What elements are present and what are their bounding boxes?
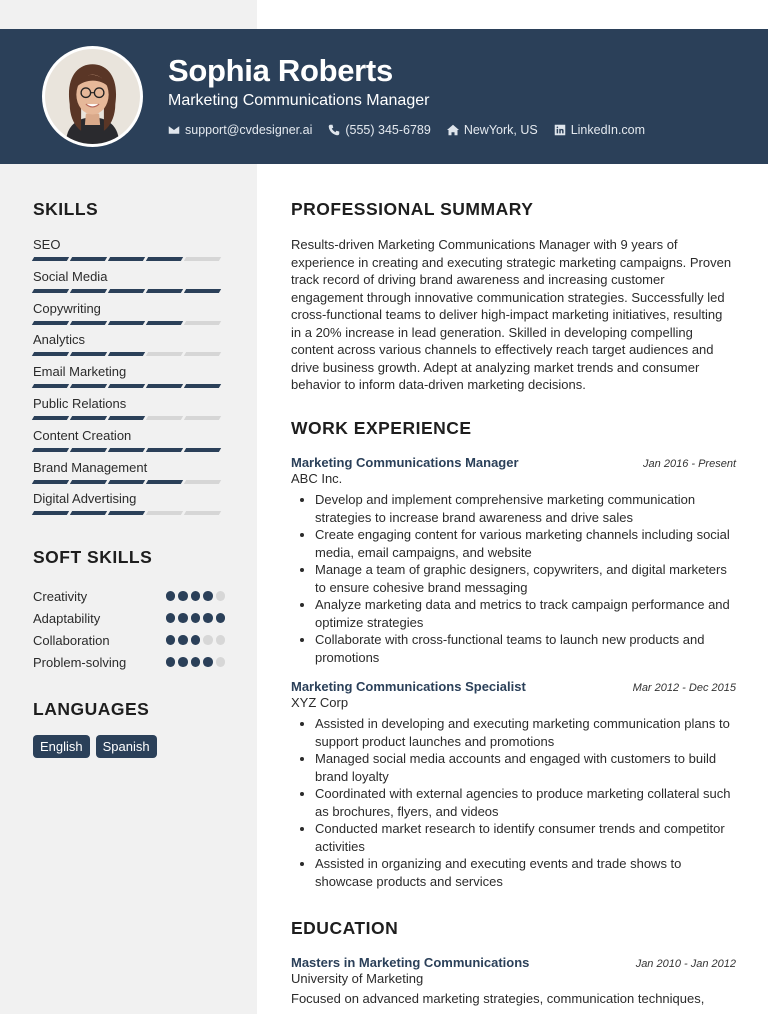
soft-skill-rating bbox=[166, 613, 226, 623]
skill-level-segment bbox=[184, 289, 221, 293]
skill-level-segment bbox=[146, 352, 183, 356]
job-bullet: • Assisted in developing and executing marketing communication plans to support product launches and promotions bbox=[315, 715, 736, 750]
skill-level-segment bbox=[70, 480, 107, 484]
soft-skill-name: Problem-solving bbox=[33, 654, 127, 670]
skill-level-bar bbox=[33, 448, 223, 452]
rating-dot bbox=[166, 657, 176, 667]
job-bullet: • Coordinated with external agencies to produce marketing collateral such as brochures, flyers, and videos bbox=[315, 785, 736, 820]
rating-dot bbox=[191, 657, 201, 667]
skill-level-segment bbox=[32, 448, 69, 452]
education-title: EDUCATION bbox=[291, 918, 399, 938]
skill-level-segment bbox=[146, 480, 183, 484]
contact-bar bbox=[168, 123, 645, 137]
job-entry bbox=[291, 455, 736, 666]
experience-title: WORK EXPERIENCE bbox=[291, 418, 472, 438]
rating-dot bbox=[216, 613, 226, 623]
skill-level-segment bbox=[108, 321, 145, 325]
skill-level-segment bbox=[146, 321, 183, 325]
contact-linkedin[interactable] bbox=[554, 123, 645, 137]
skill-level-segment bbox=[70, 384, 107, 388]
skill-item bbox=[33, 363, 223, 395]
skill-level-segment bbox=[108, 384, 145, 388]
skill-level-bar bbox=[33, 384, 223, 388]
rating-dot bbox=[203, 657, 213, 667]
skill-level-segment bbox=[146, 448, 183, 452]
skill-level-segment bbox=[70, 289, 107, 293]
skill-item bbox=[33, 490, 223, 522]
skill-level-segment bbox=[146, 257, 183, 261]
degree-title: Masters in Marketing Communications bbox=[291, 955, 530, 970]
skills-title: SKILLS bbox=[33, 199, 99, 219]
rating-dot bbox=[166, 591, 176, 601]
skill-level-bar bbox=[33, 511, 223, 515]
skill-level-segment bbox=[70, 352, 107, 356]
profile-photo bbox=[42, 46, 143, 147]
soft-skills-list bbox=[33, 585, 225, 673]
skill-level-segment bbox=[184, 257, 221, 261]
job-company: XYZ Corp bbox=[291, 695, 349, 710]
language-badge: English bbox=[33, 735, 90, 758]
rating-dot bbox=[216, 591, 226, 601]
rating-dot bbox=[216, 635, 226, 645]
skill-level-bar bbox=[33, 257, 223, 261]
skill-level-segment bbox=[108, 480, 145, 484]
rating-dot bbox=[191, 635, 201, 645]
skill-level-segment bbox=[146, 511, 183, 515]
skill-level-bar bbox=[33, 416, 223, 420]
contact-phone-text: (555) 345-6789 bbox=[345, 123, 431, 137]
summary-text: Results-driven Marketing Communications Manager with 9 years of experience in creating and executing strategic marketing campaigns. Proven track record of driving brand awareness and increasing customer engagement through innovative communication strategies. Successfully led cross-functional teams to deliver high-impact marketing initiatives, resulting in a 20% increase in lead generation. Skilled in developing compelling content across various channels to effectively reach target audiences and drive business growth. Adept at analyzing market trends and consumer behavior to inform data-driven marketing decisions. bbox=[291, 237, 732, 392]
school-name: University of Marketing bbox=[291, 971, 424, 986]
skill-level-segment bbox=[184, 384, 221, 388]
skill-level-segment bbox=[70, 416, 107, 420]
soft-skill-name: Adaptability bbox=[33, 610, 101, 626]
skill-name: Public Relations bbox=[33, 395, 127, 411]
skill-level-segment bbox=[108, 352, 145, 356]
rating-dot bbox=[216, 657, 226, 667]
skills-list bbox=[33, 236, 223, 522]
skill-name: Analytics bbox=[33, 332, 86, 348]
soft-skill-rating bbox=[166, 635, 226, 645]
soft-skill-item bbox=[33, 629, 225, 651]
contact-email[interactable] bbox=[168, 123, 312, 137]
rating-dot bbox=[203, 613, 213, 623]
skill-name: Brand Management bbox=[33, 459, 148, 475]
skill-level-segment bbox=[108, 511, 145, 515]
rating-dot bbox=[178, 657, 188, 667]
rating-dot bbox=[191, 613, 201, 623]
skill-level-segment bbox=[146, 289, 183, 293]
skill-level-segment bbox=[32, 480, 69, 484]
languages-title: LANGUAGES bbox=[33, 699, 150, 719]
soft-skill-item bbox=[33, 585, 225, 607]
soft-skill-rating bbox=[166, 591, 226, 601]
contact-phone[interactable] bbox=[328, 123, 430, 137]
contact-location-text: NewYork, US bbox=[463, 123, 538, 137]
summary-title: PROFESSIONAL SUMMARY bbox=[291, 199, 534, 219]
rating-dot bbox=[203, 635, 213, 645]
job-entry bbox=[291, 679, 736, 890]
skill-item bbox=[33, 459, 223, 491]
profile-photo-image bbox=[45, 49, 140, 144]
skill-level-segment bbox=[32, 511, 69, 515]
skill-level-segment bbox=[184, 352, 221, 356]
phone-icon bbox=[328, 124, 340, 136]
skill-level-segment bbox=[108, 448, 145, 452]
skill-level-segment bbox=[70, 448, 107, 452]
skill-level-bar bbox=[33, 321, 223, 325]
rating-dot bbox=[178, 635, 188, 645]
soft-skills-title: SOFT SKILLS bbox=[33, 547, 153, 567]
skill-item bbox=[33, 427, 223, 459]
rating-dot bbox=[166, 613, 176, 623]
skill-level-bar bbox=[33, 480, 223, 484]
skill-level-segment bbox=[32, 321, 69, 325]
skill-level-segment bbox=[146, 384, 183, 388]
soft-skill-item bbox=[33, 607, 225, 629]
skill-name: Social Media bbox=[33, 268, 108, 284]
skill-level-bar bbox=[33, 352, 223, 356]
job-bullet: • Develop and implement comprehensive marketing communication strategies to increase brand awareness and drive sales bbox=[315, 491, 736, 526]
skill-level-segment bbox=[32, 384, 69, 388]
rating-dot bbox=[178, 613, 188, 623]
soft-skill-rating bbox=[166, 657, 226, 667]
rating-dot bbox=[191, 591, 201, 601]
job-bullet: • Manage a team of graphic designers, copywriters, and digital marketers to ensure cohesive brand messaging bbox=[315, 561, 736, 596]
skill-level-segment bbox=[32, 416, 69, 420]
job-date: Jan 2016 - Present bbox=[643, 458, 736, 470]
skill-level-segment bbox=[108, 257, 145, 261]
home-icon bbox=[447, 124, 459, 136]
skill-level-segment bbox=[70, 511, 107, 515]
skill-level-segment bbox=[70, 257, 107, 261]
skill-level-segment bbox=[32, 289, 69, 293]
job-bullets bbox=[291, 715, 736, 890]
candidate-name: Sophia Roberts bbox=[168, 53, 393, 88]
soft-skill-name: Creativity bbox=[33, 588, 88, 604]
skill-level-segment bbox=[184, 448, 221, 452]
skill-level-segment bbox=[146, 416, 183, 420]
skill-level-segment bbox=[184, 480, 221, 484]
skill-item bbox=[33, 331, 223, 363]
skill-item bbox=[33, 395, 223, 427]
skill-level-segment bbox=[70, 321, 107, 325]
job-bullet: • Managed social media accounts and engaged with customers to build brand loyalty bbox=[315, 750, 736, 785]
skill-level-segment bbox=[32, 352, 69, 356]
skill-item bbox=[33, 236, 223, 268]
skill-name: Email Marketing bbox=[33, 364, 127, 380]
education-date: Jan 2010 - Jan 2012 bbox=[635, 958, 736, 970]
skill-level-segment bbox=[108, 289, 145, 293]
job-bullet: • Collaborate with cross-functional teams to launch new products and promotions bbox=[315, 631, 736, 666]
rating-dot bbox=[166, 635, 176, 645]
job-bullets bbox=[291, 491, 736, 666]
skill-item bbox=[33, 268, 223, 300]
skill-item bbox=[33, 300, 223, 332]
job-company: ABC Inc. bbox=[291, 471, 343, 486]
skill-name: SEO bbox=[33, 237, 61, 252]
envelope-icon bbox=[168, 124, 180, 136]
linkedin-icon bbox=[554, 124, 566, 136]
skill-name: Copywriting bbox=[33, 300, 101, 316]
skill-name: Digital Advertising bbox=[33, 491, 137, 507]
job-bullet: • Conducted market research to identify consumer trends and competitor activities bbox=[315, 820, 736, 855]
contact-email-text: support@cvdesigner.ai bbox=[185, 123, 313, 137]
skill-level-segment bbox=[108, 416, 145, 420]
job-bullet: • Assisted in organizing and executing events and trade shows to showcase products and services bbox=[315, 855, 736, 890]
soft-skill-name: Collaboration bbox=[33, 632, 110, 648]
rating-dot bbox=[203, 591, 213, 601]
languages-list bbox=[33, 735, 157, 758]
skill-level-segment bbox=[184, 511, 221, 515]
job-title: Marketing Communications Manager bbox=[291, 455, 519, 470]
skill-level-segment bbox=[184, 321, 221, 325]
skill-level-segment bbox=[184, 416, 221, 420]
skill-level-bar bbox=[33, 289, 223, 293]
education-entry bbox=[291, 955, 736, 1008]
job-bullet: • Create engaging content for various marketing channels including social media, email campaigns, and website bbox=[315, 526, 736, 561]
contact-location bbox=[447, 123, 538, 137]
contact-linkedin-text: LinkedIn.com bbox=[570, 123, 646, 137]
language-badge: Spanish bbox=[96, 735, 157, 758]
skill-level-segment bbox=[32, 257, 69, 261]
rating-dot bbox=[178, 591, 188, 601]
education-text: Focused on advanced marketing strategies, communication techniques, bbox=[291, 991, 705, 1006]
job-title: Marketing Communications Specialist bbox=[291, 679, 526, 694]
candidate-role: Marketing Communications Manager bbox=[168, 92, 430, 109]
soft-skill-item bbox=[33, 651, 225, 673]
job-bullet: • Analyze marketing data and metrics to track campaign performance and optimize strategies bbox=[315, 596, 736, 631]
skill-name: Content Creation bbox=[33, 427, 132, 443]
job-date: Mar 2012 - Dec 2015 bbox=[632, 682, 736, 694]
